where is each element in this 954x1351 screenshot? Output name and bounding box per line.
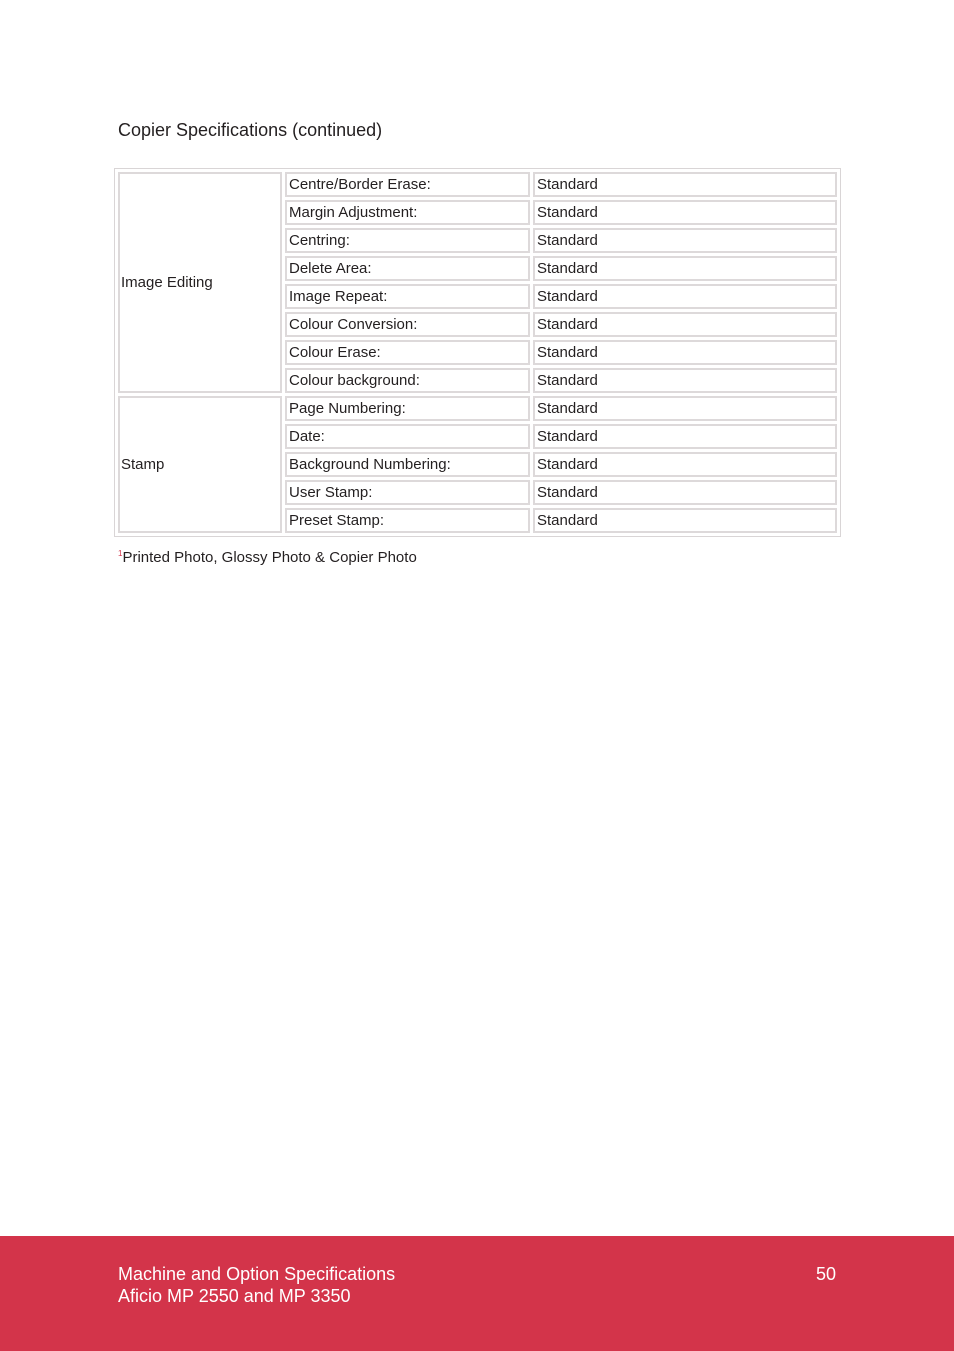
footnote-text: Printed Photo, Glossy Photo & Copier Photo <box>122 549 417 566</box>
feature-label: Page Numbering: <box>285 396 530 421</box>
feature-label: Colour background: <box>285 368 530 393</box>
page-number: 50 <box>815 1264 836 1284</box>
group-label-image-editing: Image Editing <box>118 172 282 393</box>
feature-label: Preset Stamp: <box>285 508 530 533</box>
footer-section-title: Machine and Option Specifications <box>118 1264 396 1284</box>
table-row <box>118 172 837 197</box>
feature-label: Delete Area: <box>285 256 530 281</box>
feature-value: Standard <box>533 284 837 309</box>
feature-value: Standard <box>533 396 837 421</box>
page-title: Copier Specifications (continued) <box>118 120 383 140</box>
feature-label: Centring: <box>285 228 530 253</box>
footer-product-name: Aficio MP 2550 and MP 3350 <box>118 1286 351 1306</box>
feature-label: Date: <box>285 424 530 449</box>
copier-spec-table <box>114 168 841 537</box>
feature-value: Standard <box>533 508 837 533</box>
feature-value: Standard <box>533 172 837 197</box>
footnote <box>118 545 417 567</box>
footnote-marker: 1 <box>118 549 123 558</box>
feature-value: Standard <box>533 424 837 449</box>
feature-value: Standard <box>533 256 837 281</box>
group-label-stamp: Stamp <box>118 396 282 533</box>
feature-label: Background Numbering: <box>285 452 530 477</box>
table-row <box>118 396 837 421</box>
feature-label: Margin Adjustment: <box>285 200 530 225</box>
feature-value: Standard <box>533 200 837 225</box>
feature-value: Standard <box>533 480 837 505</box>
feature-label: Image Repeat: <box>285 284 530 309</box>
feature-label: Centre/Border Erase: <box>285 172 530 197</box>
footer-bar <box>0 1236 954 1351</box>
feature-label: Colour Conversion: <box>285 312 530 337</box>
feature-value: Standard <box>533 452 837 477</box>
feature-value: Standard <box>533 228 837 253</box>
feature-value: Standard <box>533 312 837 337</box>
feature-label: Colour Erase: <box>285 340 530 365</box>
feature-label: User Stamp: <box>285 480 530 505</box>
feature-value: Standard <box>533 368 837 393</box>
feature-value: Standard <box>533 340 837 365</box>
